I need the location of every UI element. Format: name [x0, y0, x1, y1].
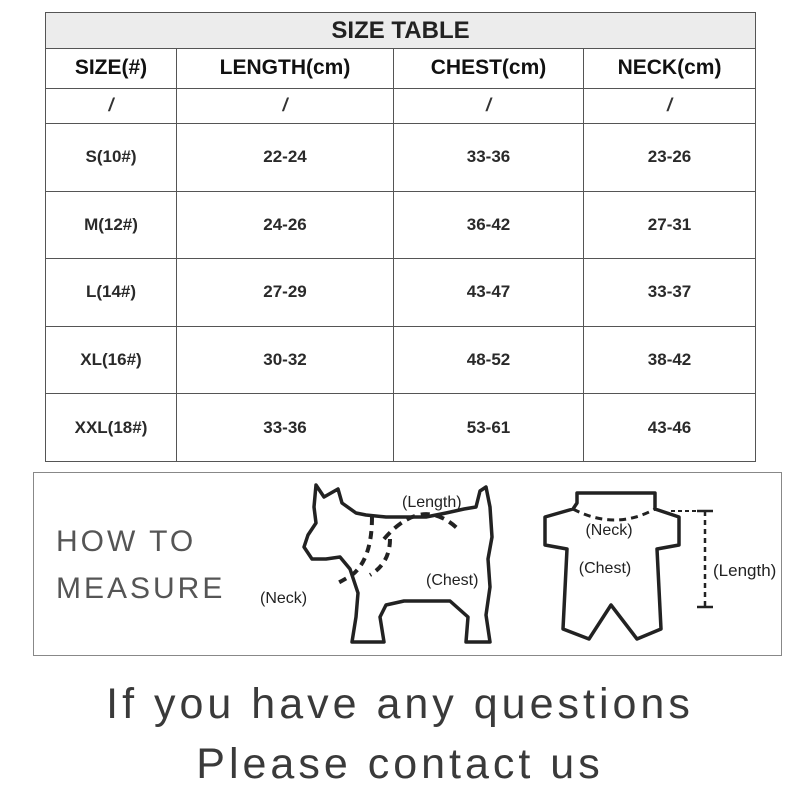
- table-cell: 27-31: [584, 191, 756, 259]
- questions-text: If you have any questions: [106, 680, 694, 728]
- table-row: [46, 259, 756, 327]
- table-cell: 24-26: [177, 191, 394, 259]
- measure-label: MEASURE: [56, 572, 226, 605]
- table-title: SIZE TABLE: [46, 13, 756, 49]
- table-cell: 38-42: [584, 326, 756, 394]
- how-to-measure-panel: [33, 472, 782, 656]
- table-cell: 43-46: [584, 394, 756, 462]
- table-cell: M(12#): [46, 191, 177, 259]
- shirt-measure-diagram: [529, 479, 779, 651]
- column-header-length: LENGTH(cm): [177, 49, 394, 88]
- table-cell: 30-32: [177, 326, 394, 394]
- column-header-size: SIZE(#): [46, 49, 177, 88]
- shirt-length-label: (Length): [713, 561, 777, 580]
- table-cell: 22-24: [177, 123, 394, 191]
- table-cell: 53-61: [394, 394, 584, 462]
- contact-text: Please contact us: [196, 740, 604, 788]
- dog-outline-icon: [304, 485, 492, 642]
- neck-dashed-line: [334, 517, 372, 585]
- table-cell: 43-47: [394, 259, 584, 327]
- table-units-row: [46, 88, 756, 123]
- table-header-row: [46, 49, 756, 88]
- shirt-neck-line: [573, 509, 655, 520]
- table-cell: 48-52: [394, 326, 584, 394]
- table-cell: 27-29: [177, 259, 394, 327]
- dog-measure-diagram: [254, 477, 514, 653]
- shirt-chest-label: (Chest): [578, 560, 632, 577]
- dog-chest-label: (Chest): [426, 572, 479, 589]
- table-row: [46, 123, 756, 191]
- table-cell: L(14#): [46, 259, 177, 327]
- dog-length-label: (Length): [402, 494, 462, 511]
- table-cell: /: [394, 88, 584, 123]
- column-header-chest: CHEST(cm): [394, 49, 584, 88]
- table-cell: /: [46, 88, 177, 123]
- table-cell: 33-37: [584, 259, 756, 327]
- table-title-row: [46, 13, 756, 49]
- column-header-neck: NECK(cm): [584, 49, 756, 88]
- table-cell: 23-26: [584, 123, 756, 191]
- table-cell: 33-36: [177, 394, 394, 462]
- table-cell: XL(16#): [46, 326, 177, 394]
- table-row: [46, 326, 756, 394]
- table-cell: /: [177, 88, 394, 123]
- size-table: [45, 12, 756, 462]
- table-row: [46, 191, 756, 259]
- table-cell: 36-42: [394, 191, 584, 259]
- table-cell: XXL(18#): [46, 394, 177, 462]
- table-cell: S(10#): [46, 123, 177, 191]
- table-cell: /: [584, 88, 756, 123]
- how-to-label: HOW TO: [56, 525, 197, 558]
- table-row: [46, 394, 756, 462]
- chest-dashed-line: [370, 539, 390, 575]
- shirt-neck-label: (Neck): [585, 522, 633, 539]
- dog-neck-label: (Neck): [260, 590, 308, 607]
- table-cell: 33-36: [394, 123, 584, 191]
